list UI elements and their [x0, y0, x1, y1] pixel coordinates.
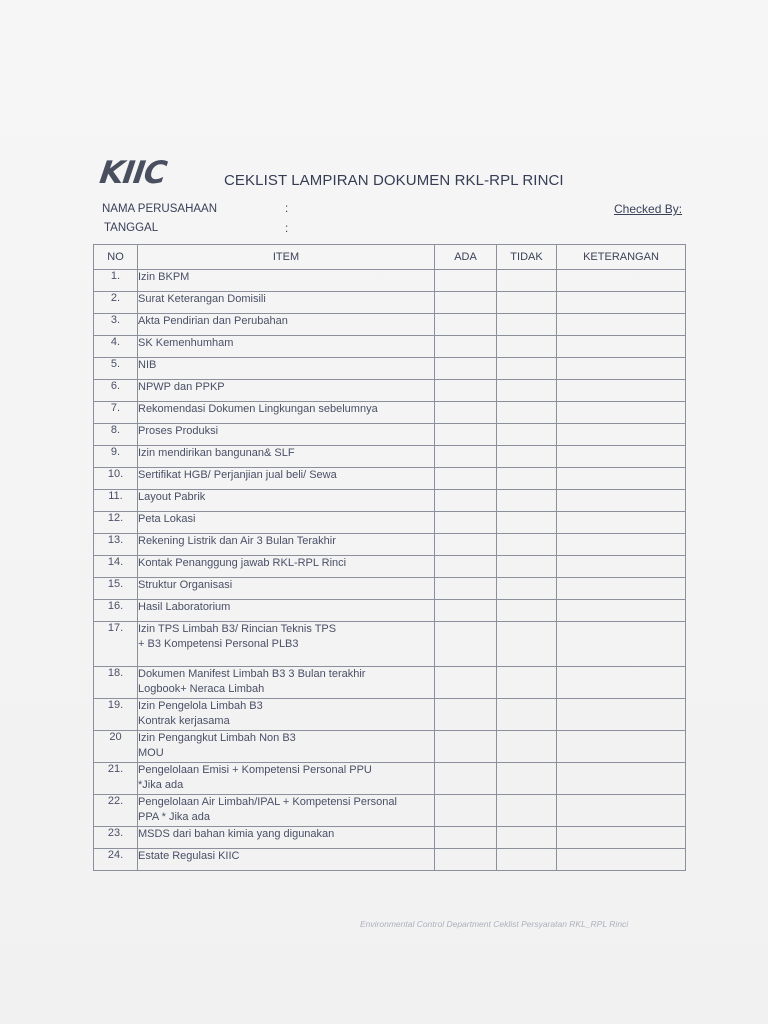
keterangan-cell[interactable]: [557, 600, 686, 622]
ada-cell[interactable]: [435, 402, 497, 424]
row-item-line: Sertifikat HGB/ Perjanjian jual beli/ Sewa: [138, 469, 337, 481]
table-row: [94, 402, 686, 424]
row-item-line: Rekomendasi Dokumen Lingkungan sebelumnya: [138, 403, 378, 415]
row-number: 4.: [94, 336, 138, 358]
row-item-line: NPWP dan PPKP: [138, 381, 225, 393]
tidak-cell[interactable]: [497, 849, 557, 871]
table-row: [94, 314, 686, 336]
row-item: [138, 314, 435, 336]
row-item-line: Izin mendirikan bangunan& SLF: [138, 447, 295, 459]
row-item: [138, 292, 435, 314]
table-row: [94, 512, 686, 534]
keterangan-cell[interactable]: [557, 795, 686, 827]
keterangan-cell[interactable]: [557, 622, 686, 667]
ada-cell[interactable]: [435, 600, 497, 622]
tidak-cell[interactable]: [497, 827, 557, 849]
row-item: [138, 667, 435, 699]
table-row: [94, 336, 686, 358]
tidak-cell[interactable]: [497, 490, 557, 512]
table-row: [94, 795, 686, 827]
row-item-line: Peta Lokasi: [138, 513, 196, 525]
row-number: 21.: [94, 763, 138, 795]
keterangan-cell[interactable]: [557, 292, 686, 314]
row-item: [138, 827, 435, 849]
ada-cell[interactable]: [435, 699, 497, 731]
row-item-line: Pengelolaan Air Limbah/IPAL + Kompetensi Personal: [138, 796, 397, 808]
row-item: [138, 795, 435, 827]
row-item-line: Dokumen Manifest Limbah B3 3 Bulan terakhir: [138, 668, 366, 680]
row-item-line: Izin Pengangkut Limbah Non B3: [138, 732, 296, 744]
row-item-line: Izin TPS Limbah B3/ Rincian Teknis TPS: [138, 623, 337, 635]
row-item: [138, 600, 435, 622]
row-number: 24.: [94, 849, 138, 871]
row-item-line: Pengelolaan Emisi + Kompetensi Personal PPU: [138, 764, 372, 776]
tidak-cell[interactable]: [497, 380, 557, 402]
table-row: [94, 380, 686, 402]
row-item-line: SK Kemenhumham: [138, 337, 234, 349]
row-item: [138, 556, 435, 578]
company-name-label: NAMA PERUSAHAAN: [102, 203, 218, 215]
company-name-colon: :: [285, 203, 289, 215]
ada-cell[interactable]: [435, 380, 497, 402]
row-number: 17.: [94, 622, 138, 667]
ada-cell[interactable]: [435, 731, 497, 763]
tidak-cell[interactable]: [497, 402, 557, 424]
keterangan-cell[interactable]: [557, 446, 686, 468]
row-number: 19.: [94, 699, 138, 731]
keterangan-cell[interactable]: [557, 512, 686, 534]
keterangan-cell[interactable]: [557, 424, 686, 446]
table-row: [94, 731, 686, 763]
row-item-line: Izin BKPM: [138, 271, 190, 283]
row-item-line: Proses Produksi: [138, 425, 219, 437]
row-item-line: NIB: [138, 359, 157, 371]
date-label: TANGGAL: [104, 222, 159, 234]
tidak-cell[interactable]: [497, 358, 557, 380]
header-tidak: TIDAK: [497, 245, 557, 270]
keterangan-cell[interactable]: [557, 556, 686, 578]
row-number: 23.: [94, 827, 138, 849]
tidak-cell[interactable]: [497, 512, 557, 534]
row-number: 18.: [94, 667, 138, 699]
row-item-line: Hasil Laboratorium: [138, 601, 231, 613]
tidak-cell[interactable]: [497, 270, 557, 292]
table-row: [94, 446, 686, 468]
table-row: [94, 292, 686, 314]
ada-cell[interactable]: [435, 336, 497, 358]
row-item: [138, 446, 435, 468]
keterangan-cell[interactable]: [557, 578, 686, 600]
row-item: [138, 468, 435, 490]
header-item: ITEM: [138, 245, 435, 270]
row-item-line-2: MOU: [138, 746, 164, 759]
row-item: [138, 578, 435, 600]
row-item: [138, 512, 435, 534]
ada-cell[interactable]: [435, 446, 497, 468]
keterangan-cell[interactable]: [557, 667, 686, 699]
checked-by-label: Checked By:: [614, 202, 683, 216]
row-item-line: Akta Pendirian dan Perubahan: [138, 315, 288, 327]
row-number: 20: [94, 731, 138, 763]
row-item-line: Rekening Listrik dan Air 3 Bulan Terakhir: [138, 535, 336, 547]
keterangan-cell[interactable]: [557, 534, 686, 556]
ada-cell[interactable]: [435, 763, 497, 795]
table-row: [94, 270, 686, 292]
ada-cell[interactable]: [435, 424, 497, 446]
keterangan-cell[interactable]: [557, 849, 686, 871]
row-item: [138, 336, 435, 358]
row-item-line: Surat Keterangan Domisili: [138, 293, 266, 305]
row-item-line-2: Kontrak kerjasama: [138, 714, 230, 727]
row-number: 12.: [94, 512, 138, 534]
keterangan-cell[interactable]: [557, 402, 686, 424]
table-row: [94, 849, 686, 871]
row-number: 5.: [94, 358, 138, 380]
tidak-cell[interactable]: [497, 763, 557, 795]
tidak-cell[interactable]: [497, 292, 557, 314]
row-number: 15.: [94, 578, 138, 600]
keterangan-cell[interactable]: [557, 336, 686, 358]
row-item: [138, 622, 435, 667]
tidak-cell[interactable]: [497, 795, 557, 827]
keterangan-cell[interactable]: [557, 763, 686, 795]
row-item-line: Layout Pabrik: [138, 491, 206, 503]
row-item: [138, 424, 435, 446]
tidak-cell[interactable]: [497, 731, 557, 763]
keterangan-cell[interactable]: [557, 731, 686, 763]
tidak-cell[interactable]: [497, 336, 557, 358]
tidak-cell[interactable]: [497, 314, 557, 336]
row-number: 11.: [94, 490, 138, 512]
tidak-cell[interactable]: [497, 446, 557, 468]
ada-cell[interactable]: [435, 849, 497, 871]
row-number: 2.: [94, 292, 138, 314]
footer-note: Environmental Control Department Ceklist Persyaratan RKL_RPL Rinci: [360, 919, 629, 929]
row-number: 14.: [94, 556, 138, 578]
row-item: [138, 849, 435, 871]
ada-cell[interactable]: [435, 512, 497, 534]
tidak-cell[interactable]: [497, 534, 557, 556]
ada-cell[interactable]: [435, 667, 497, 699]
keterangan-cell[interactable]: [557, 468, 686, 490]
row-number: 9.: [94, 446, 138, 468]
ada-cell[interactable]: [435, 292, 497, 314]
document-title: CEKLIST LAMPIRAN DOKUMEN RKL-RPL RINCI: [224, 172, 564, 189]
keterangan-cell[interactable]: [557, 827, 686, 849]
row-number: 13.: [94, 534, 138, 556]
row-item: [138, 534, 435, 556]
tidak-cell[interactable]: [497, 600, 557, 622]
row-item: [138, 490, 435, 512]
row-number: 16.: [94, 600, 138, 622]
ada-cell[interactable]: [435, 358, 497, 380]
tidak-cell[interactable]: [497, 622, 557, 667]
date-colon: :: [285, 223, 289, 235]
ada-cell[interactable]: [435, 622, 497, 667]
ada-cell[interactable]: [435, 556, 497, 578]
table-row: [94, 578, 686, 600]
row-number: 8.: [94, 424, 138, 446]
tidak-cell[interactable]: [497, 667, 557, 699]
row-item-line: Izin Pengelola Limbah B3: [138, 700, 263, 712]
ada-cell[interactable]: [435, 270, 497, 292]
table-row: [94, 667, 686, 699]
ada-cell[interactable]: [435, 795, 497, 827]
table-row: [94, 468, 686, 490]
tidak-cell[interactable]: [497, 699, 557, 731]
table-row: [94, 556, 686, 578]
row-number: 7.: [94, 402, 138, 424]
tidak-cell[interactable]: [497, 578, 557, 600]
checklist-rows: [94, 270, 686, 871]
row-item: [138, 358, 435, 380]
row-item: [138, 380, 435, 402]
keterangan-cell[interactable]: [557, 314, 686, 336]
ada-cell[interactable]: [435, 827, 497, 849]
ada-cell[interactable]: [435, 314, 497, 336]
table-row: [94, 600, 686, 622]
row-number: 10.: [94, 468, 138, 490]
checklist-table: [93, 244, 686, 871]
row-item: [138, 731, 435, 763]
row-item: [138, 699, 435, 731]
row-number: 6.: [94, 380, 138, 402]
keterangan-cell[interactable]: [557, 380, 686, 402]
ada-cell[interactable]: [435, 578, 497, 600]
row-item-line: Estate Regulasi KIIC: [138, 850, 240, 862]
row-item: [138, 402, 435, 424]
row-item-line: MSDS dari bahan kimia yang digunakan: [138, 828, 335, 840]
row-item-line-2: Logbook+ Neraca Limbah: [138, 682, 265, 695]
ada-cell[interactable]: [435, 490, 497, 512]
ada-cell[interactable]: [435, 468, 497, 490]
keterangan-cell[interactable]: [557, 490, 686, 512]
row-number: 22.: [94, 795, 138, 827]
row-number: 3.: [94, 314, 138, 336]
row-item: [138, 763, 435, 795]
table-row: [94, 534, 686, 556]
row-item-line-2: *Jika ada: [138, 778, 184, 791]
table-row: [94, 358, 686, 380]
header-no: NO: [94, 245, 138, 270]
table-row: [94, 763, 686, 795]
row-item-line-2: + B3 Kompetensi Personal PLB3: [138, 637, 299, 650]
table-row: [94, 424, 686, 446]
header-keterangan: KETERANGAN: [557, 245, 686, 270]
table-row: [94, 622, 686, 667]
tidak-cell[interactable]: [497, 556, 557, 578]
table-row: [94, 490, 686, 512]
tidak-cell[interactable]: [497, 424, 557, 446]
keterangan-cell[interactable]: [557, 358, 686, 380]
row-item: [138, 270, 435, 292]
row-item-line: Struktur Organisasi: [138, 579, 233, 591]
kiic-logo: KIIC: [97, 155, 169, 191]
table-row: [94, 699, 686, 731]
keterangan-cell[interactable]: [557, 699, 686, 731]
row-number: 1.: [94, 270, 138, 292]
row-item-line-2: PPA * Jika ada: [138, 810, 210, 823]
ada-cell[interactable]: [435, 534, 497, 556]
table-header-row: [94, 245, 686, 270]
table-row: [94, 827, 686, 849]
tidak-cell[interactable]: [497, 468, 557, 490]
header-ada: ADA: [435, 245, 497, 270]
row-item-line: Kontak Penanggung jawab RKL-RPL Rinci: [138, 557, 347, 569]
keterangan-cell[interactable]: [557, 270, 686, 292]
